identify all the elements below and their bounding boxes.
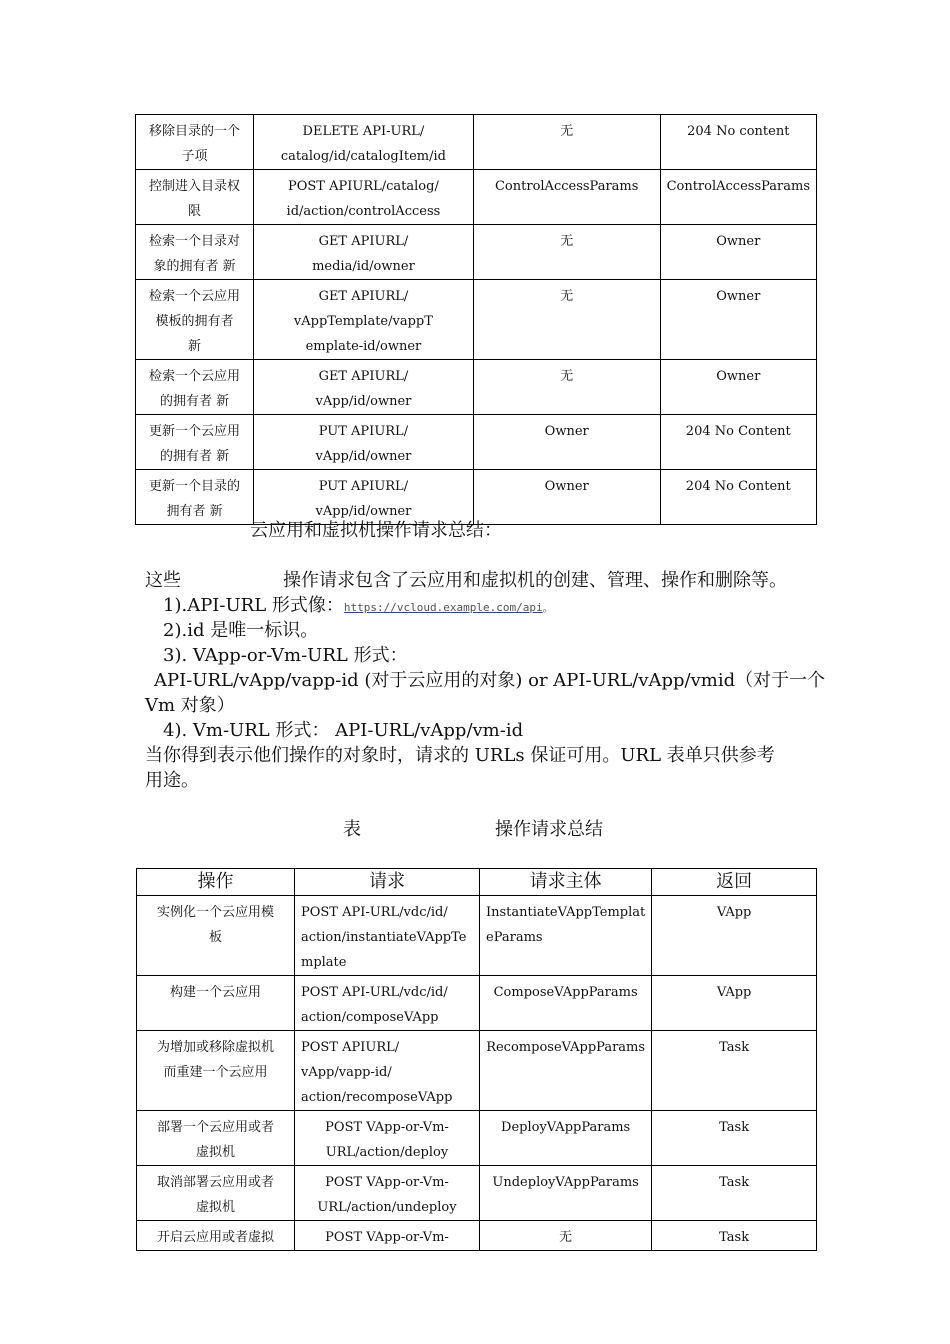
operation-line: 的拥有者 新 xyxy=(159,394,230,409)
request-line: emplate-id/owner xyxy=(305,339,422,354)
table-caption-label: 表 xyxy=(343,819,361,840)
operation-line: 模板的拥有者 xyxy=(155,314,234,329)
cell-return: VApp xyxy=(652,896,817,976)
operation-line: 部署一个云应用或者 xyxy=(156,1120,274,1135)
cell-request-body: 无 xyxy=(473,115,660,170)
cell-return: Task xyxy=(652,1166,817,1221)
request-line: PUT APIURL/ xyxy=(318,424,409,439)
request-line: URL/action/deploy xyxy=(325,1145,449,1160)
cell-request xyxy=(254,360,474,415)
request-line: POST VApp-or-Vm- xyxy=(325,1120,449,1135)
cell-request xyxy=(295,1221,480,1251)
request-line: id/action/controlAccess xyxy=(286,204,441,219)
table-row xyxy=(136,470,817,525)
cell-return: Task xyxy=(652,1221,817,1251)
request-body-line: DeployVAppParams xyxy=(501,1120,631,1135)
table-row xyxy=(137,1221,817,1251)
request-body-line: eParams xyxy=(486,930,543,945)
operation-line: 检索一个目录对 xyxy=(149,234,241,249)
operation-line: 构建一个云应用 xyxy=(169,985,261,1000)
cell-return: Task xyxy=(652,1031,817,1111)
note-line-1: 当你得到表示他们操作的对象时，请求的 URLs 保证可用。URL 表单只供参考 xyxy=(145,745,775,766)
cell-request-body xyxy=(480,1166,652,1221)
cell-request xyxy=(254,170,474,225)
list-item-1-end: 。 xyxy=(542,601,554,614)
header-operation: 操作 xyxy=(137,869,295,896)
table-row xyxy=(136,115,817,170)
request-line: media/id/owner xyxy=(312,259,415,274)
table-row xyxy=(137,896,817,976)
operation-line: 检索一个云应用 xyxy=(149,289,241,304)
cell-return: 204 No Content xyxy=(660,415,816,470)
request-line: vApp/id/owner xyxy=(315,394,412,409)
cell-request-body: 无 xyxy=(473,225,660,280)
request-body-line: InstantiateVAppTemplat xyxy=(486,905,646,920)
list-item-2: 2).id 是唯一标识。 xyxy=(163,620,319,641)
operation-line: 更新一个云应用 xyxy=(149,424,241,439)
table-caption-title: 操作请求总结 xyxy=(495,819,603,840)
cell-return: 204 No content xyxy=(660,115,816,170)
table-row xyxy=(137,1111,817,1166)
cell-operation xyxy=(136,115,254,170)
cell-operation xyxy=(136,170,254,225)
cell-return: Owner xyxy=(660,360,816,415)
cell-operation xyxy=(137,896,295,976)
cell-operation xyxy=(137,1221,295,1251)
request-line: mplate xyxy=(301,955,347,970)
cell-request-body: 无 xyxy=(473,360,660,415)
list-item-1-text: 1).API-URL 形式像： xyxy=(163,595,344,616)
cell-request-body: ControlAccessParams xyxy=(473,170,660,225)
request-line: GET APIURL/ xyxy=(318,289,409,304)
cell-return: Task xyxy=(652,1111,817,1166)
api-url-link[interactable]: https://vcloud.example.com/api xyxy=(343,601,543,614)
cell-return: Owner xyxy=(660,225,816,280)
cell-request-body: Owner xyxy=(473,470,660,525)
operation-line: 子项 xyxy=(181,149,208,164)
list-item-3-line2: API-URL/vApp/vapp-id (对于云应用的对象) or API-URL/vApp/vmid（对于一个 xyxy=(154,670,826,691)
operation-line: 检索一个云应用 xyxy=(149,369,241,384)
cell-request xyxy=(295,896,480,976)
operation-line: 而重建一个云应用 xyxy=(163,1065,268,1080)
request-line: POST API-URL/vdc/id/ xyxy=(301,905,448,920)
table-row xyxy=(137,1031,817,1111)
operation-line: 的拥有者 新 xyxy=(159,449,230,464)
operation-line: 开启云应用或者虚拟 xyxy=(156,1230,274,1245)
section-title: 云应用和虚拟机操作请求总结： xyxy=(250,520,502,541)
operation-line: 控制进入目录权 xyxy=(149,179,241,194)
cell-return: ControlAccessParams xyxy=(660,170,816,225)
cell-operation xyxy=(137,1031,295,1111)
cell-request xyxy=(254,280,474,360)
list-item-3-line3: Vm 对象） xyxy=(145,695,235,716)
operation-line: 象的拥有者 新 xyxy=(153,259,236,274)
request-body-line: RecomposeVAppParams xyxy=(486,1040,646,1055)
request-line: PUT APIURL/ xyxy=(318,479,409,494)
cell-request-body xyxy=(480,1031,652,1111)
cell-request-body: Owner xyxy=(473,415,660,470)
header-request: 请求 xyxy=(295,869,480,896)
cell-operation xyxy=(136,470,254,525)
cell-request-body xyxy=(480,1111,652,1166)
list-item-4: 4). Vm-URL 形式： API-URL/vApp/vm-id xyxy=(163,720,524,741)
cell-request xyxy=(254,470,474,525)
operation-line: 虚拟机 xyxy=(195,1200,235,1215)
request-line: vApp/vapp-id/ xyxy=(301,1065,392,1080)
table-row xyxy=(136,225,817,280)
request-line: catalog/id/catalogItem/id xyxy=(280,149,446,164)
operation-line: 虚拟机 xyxy=(195,1145,235,1160)
cell-request xyxy=(295,1111,480,1166)
cell-return: VApp xyxy=(652,976,817,1031)
cell-operation xyxy=(137,1166,295,1221)
table-row xyxy=(136,360,817,415)
cell-request xyxy=(295,1166,480,1221)
intro-word: 这些 xyxy=(145,570,181,591)
request-line: POST API-URL/vdc/id/ xyxy=(301,985,448,1000)
cell-request-body xyxy=(480,1221,652,1251)
request-line: POST VApp-or-Vm- xyxy=(325,1175,449,1190)
cell-request xyxy=(295,1031,480,1111)
cell-request xyxy=(254,415,474,470)
cell-request-body: 无 xyxy=(473,280,660,360)
request-line: vAppTemplate/vappT xyxy=(293,314,433,329)
intro-text: 操作请求包含了云应用和虚拟机的创建、管理、操作和删除等。 xyxy=(283,570,787,591)
request-line: GET APIURL/ xyxy=(318,234,409,249)
cell-operation xyxy=(136,360,254,415)
cell-operation xyxy=(136,225,254,280)
request-line: POST APIURL/catalog/ xyxy=(288,179,439,194)
note-line-2: 用途。 xyxy=(145,770,199,791)
table-row xyxy=(136,415,817,470)
operation-line: 为增加或移除虚拟机 xyxy=(156,1040,274,1055)
operation-line: 拥有者 新 xyxy=(166,504,223,519)
request-body-line: UndeployVAppParams xyxy=(492,1175,639,1190)
request-line: POST APIURL/ xyxy=(301,1040,400,1055)
cell-return: 204 No Content xyxy=(660,470,816,525)
request-line: URL/action/undeploy xyxy=(317,1200,457,1215)
cell-request-body xyxy=(480,896,652,976)
cell-operation xyxy=(136,415,254,470)
operation-line: 更新一个目录的 xyxy=(149,479,241,494)
header-request-body: 请求主体 xyxy=(480,869,652,896)
request-line: vApp/id/owner xyxy=(315,449,412,464)
operation-line: 移除目录的一个 xyxy=(149,124,241,139)
table-row xyxy=(136,170,817,225)
cell-request xyxy=(295,976,480,1031)
operation-line: 限 xyxy=(188,204,202,219)
request-line: action/composeVApp xyxy=(301,1010,439,1025)
request-line: GET APIURL/ xyxy=(318,369,409,384)
request-line: action/instantiateVAppTe xyxy=(301,930,467,945)
catalog-requests-table xyxy=(135,114,817,525)
cell-request xyxy=(254,115,474,170)
table-row xyxy=(137,1166,817,1221)
list-item-3: 3). VApp-or-Vm-URL 形式： xyxy=(163,645,408,666)
operation-line: 板 xyxy=(208,930,222,945)
request-line: vApp/id/owner xyxy=(315,504,412,519)
request-line: POST VApp-or-Vm- xyxy=(325,1230,449,1245)
operation-line: 新 xyxy=(188,339,202,354)
request-body-line: 无 xyxy=(559,1230,573,1245)
cell-operation xyxy=(137,976,295,1031)
cell-operation xyxy=(137,1111,295,1166)
request-line: DELETE API-URL/ xyxy=(302,124,425,139)
cell-request xyxy=(254,225,474,280)
operation-line: 取消部署云应用或者 xyxy=(156,1175,274,1190)
cell-request-body xyxy=(480,976,652,1031)
list-item-1 xyxy=(163,593,554,620)
cell-operation xyxy=(136,280,254,360)
header-return: 返回 xyxy=(652,869,817,896)
operation-requests-table xyxy=(136,868,817,1251)
operation-line: 实例化一个云应用模 xyxy=(156,905,274,920)
request-line: action/recomposeVApp xyxy=(301,1090,453,1105)
table-row xyxy=(137,976,817,1031)
request-body-line: ComposeVAppParams xyxy=(493,985,638,1000)
table-header-row xyxy=(137,869,817,896)
table-row xyxy=(136,280,817,360)
cell-return: Owner xyxy=(660,280,816,360)
